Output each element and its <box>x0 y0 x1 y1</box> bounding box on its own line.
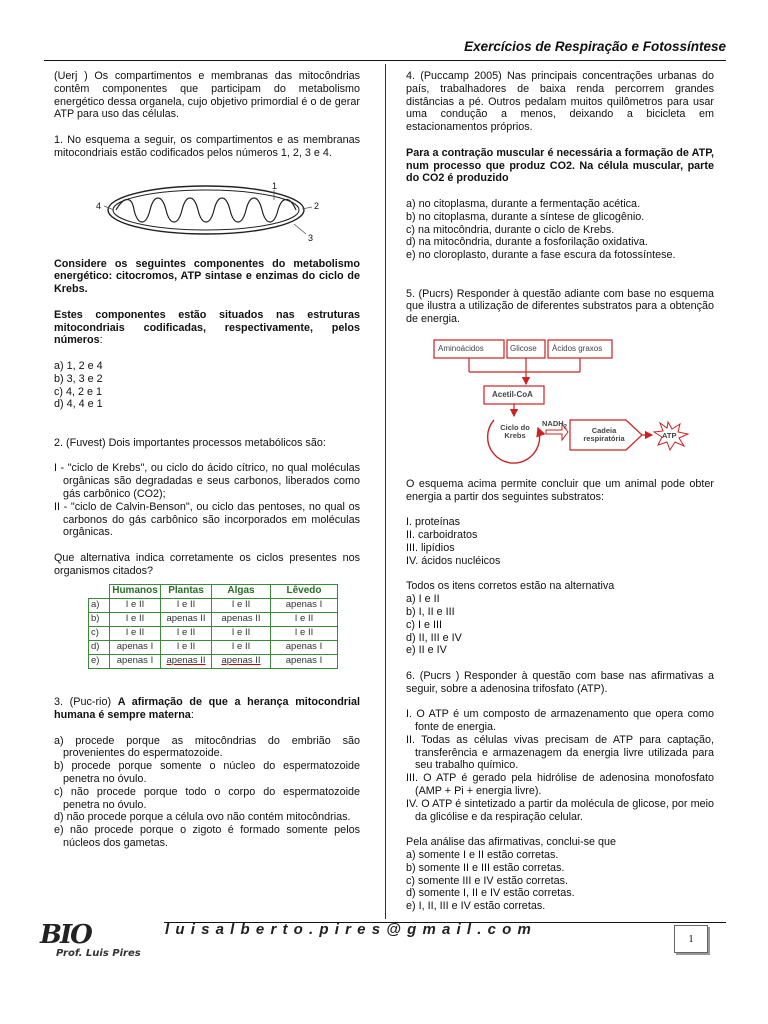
cycles-table-figure <box>54 584 360 684</box>
col-header: Algas <box>212 584 271 598</box>
q3-option-e: e) não procede porque o zigoto é formado somente pelos núcleos dos gametas. <box>54 824 360 850</box>
substrate-glicose: Glicose <box>510 343 537 353</box>
q1-consider: Considere os seguintes componentes do metabolismo energético: citocromos, ATP sintase e enzimas do ciclo de Krebs. <box>54 257 360 296</box>
q5-option-c: c) I e III <box>406 618 442 631</box>
q4-option-b: b) no citoplasma, durante a síntese de glicogênio. <box>406 210 645 223</box>
acetil-coa-label: Acetil-CoA <box>492 389 533 399</box>
q5-option-d: d) II, III e IV <box>406 631 462 644</box>
table-cell: apenas II <box>212 654 271 668</box>
logo-main: BIO <box>40 920 91 950</box>
q3-prefix: 3. (Puc-rio) <box>54 696 118 709</box>
fig-label-2: 2 <box>314 200 320 211</box>
q6-item-1: I. O ATP é um composto de armazenamento que opera como fonte de energia. <box>406 708 714 734</box>
q6-item-3: III. O ATP é gerado pela hidrólise de adenosina monofosfato (AMP + Pi + energia livre). <box>406 772 714 798</box>
table-cell: apenas II <box>212 612 271 626</box>
q2-item-1: I - "ciclo de Krebs", ou ciclo do ácido cítrico, no qual moléculas orgânicas são degradadas e seus carbonos, liberados como gás carbônico (CO2); <box>54 462 360 500</box>
q6-option-b: b) somente II e III estão corretas. <box>406 861 565 874</box>
table-cell: apenas I <box>110 654 161 668</box>
table-cell: I e II <box>110 612 161 626</box>
atp-label: ATP <box>662 430 677 440</box>
q1-option-c: c) 4, 2 e 1 <box>54 385 103 398</box>
table-cell: apenas I <box>271 654 338 668</box>
footer-email: luisalberto.pires@gmail.com <box>165 921 538 938</box>
q3-suffix: : <box>190 709 194 722</box>
table-cell: e) <box>89 654 110 668</box>
table-cell: I e II <box>161 626 212 640</box>
q3-option-b: b) procede porque somente o núcleo do espermatozoide penetra no óvulo. <box>54 760 360 786</box>
table-cell: apenas II <box>161 612 212 626</box>
table-header-row <box>89 584 338 598</box>
fig-label-3: 3 <box>308 232 314 243</box>
q1-text: 1. No esquema a seguir, os compartimentos e as membranas mitocondriais estão codificados pelos números 1, 2, 3 e 4. <box>54 133 360 159</box>
cycles-table <box>88 584 338 669</box>
q3-option-c: c) não procede porque todo o corpo do espermatozoide penetra no óvulo. <box>54 785 360 811</box>
q2-item-2: II - "ciclo de Calvin-Benson", ou ciclo das pentoses, no qual os carbonos do gás carbônico são incorporados em moléculas orgânicas. <box>54 500 360 539</box>
col-header: Plantas <box>161 584 212 598</box>
q4-option-a: a) no citoplasma, durante a fermentação acética. <box>406 197 641 210</box>
table-row <box>89 626 338 640</box>
q6-option-e: e) I, II, III e IV estão corretas. <box>406 900 546 913</box>
table-cell: I e II <box>161 598 212 612</box>
q2-text: 2. (Fuvest) Dois importantes processos metabólicos são: <box>54 436 326 449</box>
q6-option-c: c) somente III e IV estão corretas. <box>406 874 569 887</box>
q3-bold: A afirmação de que a herança mitocondrial humana é sempre materna <box>54 696 360 722</box>
table-cell: I e II <box>271 626 338 640</box>
table-cell: I e II <box>212 640 271 654</box>
q6-option-a: a) somente I e II estão corretas. <box>406 849 559 862</box>
logo-sub: Prof. Luis Pires <box>56 948 141 959</box>
energy-diagram <box>406 332 714 478</box>
q4-bold: Para a contração muscular é necessária a formação de ATP, num processo que produz CO2. Na célula muscular, parte do CO2 é produzido <box>406 146 714 185</box>
page-title: Exercícios de Respiração e Fotossíntese <box>464 39 726 54</box>
q1-option-d: d) 4, 4 e 1 <box>54 398 103 411</box>
table-cell: apenas I <box>110 640 161 654</box>
right-column <box>406 70 714 913</box>
q3-option-a: a) procede porque as mitocôndrias do embrião são provenientes do espermatozoide. <box>54 734 360 760</box>
table-cell: c) <box>89 626 110 640</box>
table-cell: b) <box>89 612 110 626</box>
mitochondria-figure <box>54 160 360 258</box>
krebs-label: Ciclo do Krebs <box>500 422 530 441</box>
nadh-label <box>542 418 567 434</box>
q4-option-d: d) na mitocôndria, durante a fosforilação oxidativa. <box>406 236 648 249</box>
substrate-acidos-graxos: Ácidos graxos <box>552 343 603 353</box>
q1-question-end: : <box>99 334 103 347</box>
q5-option-a: a) I e II <box>406 593 440 606</box>
nadh-sub: 2 <box>563 424 568 431</box>
q6-item-2: II. Todas as células vivas precisam de ATP para captação, transferência e armazenagem da energia livre utilizada para seu trabalho químico. <box>406 733 714 772</box>
q4-option-c: c) na mitocôndria, durante o ciclo de Krebs. <box>406 223 615 236</box>
intro-text: (Uerj ) Os compartimentos e membranas das mitocôndrias contêm componentes que participam do metabolismo energético dessa organela, cujo objetivo primordial é o de gerar ATP para uso das células. <box>54 70 360 121</box>
fig-label-4: 4 <box>96 200 102 211</box>
col-header: Lêvedo <box>271 584 338 598</box>
q3-option-d: d) não procede porque a célula ovo não contém mitocôndrias. <box>54 811 351 824</box>
table-cell: apenas I <box>271 640 338 654</box>
table-cell: apenas II <box>161 654 212 668</box>
q5-item-4: IV. ácidos nucléicos <box>406 554 501 567</box>
table-cell: I e II <box>212 626 271 640</box>
q4-option-e: e) no cloroplasto, durante a fase escura da fotossíntese. <box>406 249 676 262</box>
table-cell: I e II <box>110 598 161 612</box>
bio-logo <box>40 920 160 966</box>
q5-item-1: I. proteínas <box>406 516 461 529</box>
q6-text: 6. (Pucrs ) Responder à questão com base nas afirmativas a seguir, sobre a adenosina trifosfato (ATP). <box>406 669 714 695</box>
q1-option-b: b) 3, 3 e 2 <box>54 372 103 385</box>
fig-label-1: 1 <box>272 180 278 191</box>
q1-option-a: a) 1, 2 e 4 <box>54 359 103 372</box>
table-row <box>89 612 338 626</box>
header-rule <box>44 60 726 61</box>
column-divider <box>385 64 386 919</box>
table-cell: d) <box>89 640 110 654</box>
page-number: 1 <box>674 925 708 953</box>
q5-option-e: e) II e IV <box>406 644 447 657</box>
table-cell: I e II <box>161 640 212 654</box>
table-cell: I e II <box>212 598 271 612</box>
table-cell: I e II <box>271 612 338 626</box>
table-cell: I e II <box>110 626 161 640</box>
table-row <box>89 598 338 612</box>
q5-text: 5. (Pucrs) Responder à questão adiante com base no esquema que ilustra a utilização de diferentes substratos para a obtenção de energia. <box>406 287 714 326</box>
q1-question: Estes componentes estão situados nas estruturas mitocondriais codificadas, respectivamente, pelos números <box>54 308 360 347</box>
q5-item-3: III. lipídios <box>406 541 455 554</box>
q5-option-b: b) I, II e III <box>406 605 455 618</box>
q5-item-2: II. carboidratos <box>406 529 478 542</box>
q4-text: 4. (Puccamp 2005) Nas principais concentrações urbanas do país, trabalhadores de baixa renda percorrem grandes distâncias a pé. Outros pedalam muitos quilômetros para usar uma condução a menos, deixando a bicicleta em estacionamentos próprios. <box>406 70 714 134</box>
q6-option-d: d) somente I, II e IV estão corretas. <box>406 887 575 900</box>
nadh-text: NADH <box>542 418 564 428</box>
q5-conclusion: O esquema acima permite concluir que um animal pode obter energia a partir dos seguintes substratos: <box>406 477 714 503</box>
q5-lead: Todos os itens corretos estão na alternativa <box>406 580 615 593</box>
substrate-aminoacidos: Aminoácidos <box>438 343 484 353</box>
col-header: Humanos <box>110 584 161 598</box>
left-column <box>54 70 360 850</box>
table-row <box>89 654 338 668</box>
table-row <box>89 640 338 654</box>
table-cell: apenas I <box>271 598 338 612</box>
q6-lead: Pela análise das afirmativas, conclui-se que <box>406 836 617 849</box>
cadeia-label: Cadeia respiratória <box>583 425 625 444</box>
q6-item-4: IV. O ATP é sintetizado a partir da molécula de glicose, por meio da glicólise e da respiração celular. <box>406 797 714 823</box>
table-cell: a) <box>89 598 110 612</box>
q2-question: Que alternativa indica corretamente os ciclos presentes nos organismos citados? <box>54 551 360 577</box>
